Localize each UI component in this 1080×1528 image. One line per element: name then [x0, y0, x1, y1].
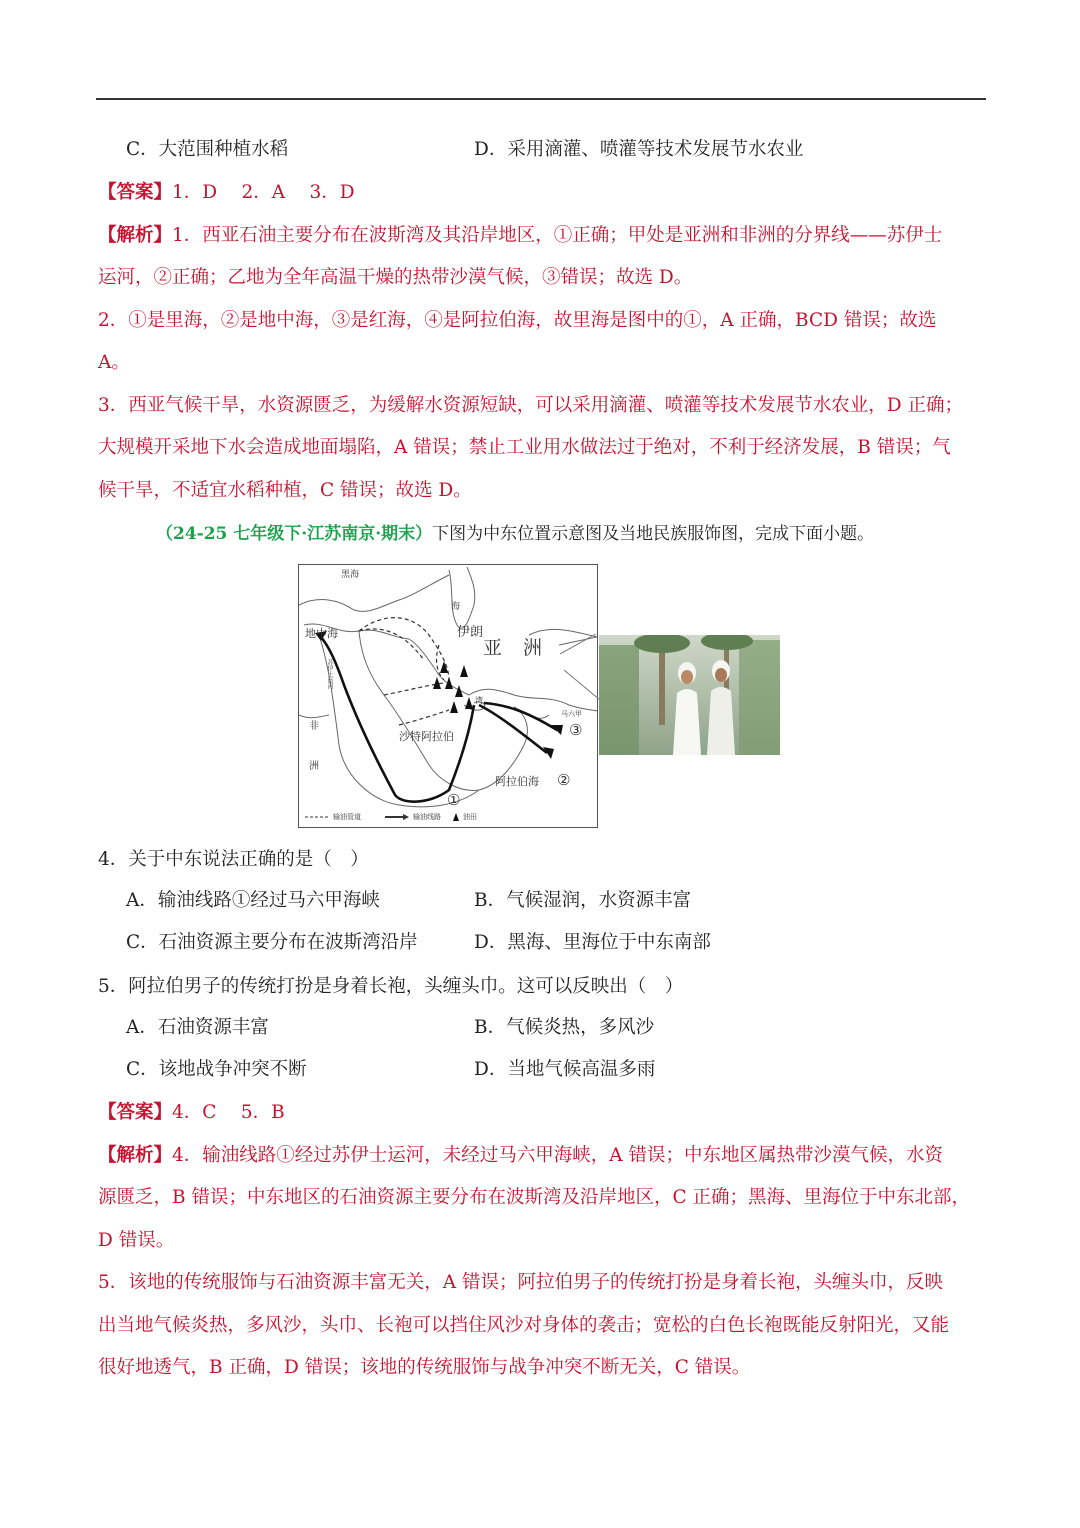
map-label-iran: 伊朗 — [457, 625, 484, 640]
q4-option-a: A．输油线路①经过马六甲海峡 — [126, 890, 380, 911]
middle-east-map — [298, 564, 598, 828]
analysis-tag: 【解析】 — [98, 1145, 173, 1166]
analysis-line: 出当地气候炎热，多风沙，头巾、长袍可以挡住风沙对身体的袭击；宽松的白色长袍既能反射阳光，又能 — [98, 1315, 950, 1336]
analysis-line: 大规模开采地下水会造成地面塌陷，A 错误；禁止工业用水做法过于绝对，不利于经济发展，B 错误；气 — [98, 437, 951, 458]
analysis-line: D 错误。 — [98, 1230, 175, 1251]
map-label-asia-2: 洲 — [523, 637, 543, 659]
q5-option-c: C．该地战争冲突不断 — [126, 1059, 307, 1080]
answer-tag: 【答案】 — [98, 182, 173, 203]
question-5-stem: 5．阿拉伯男子的传统打扮是身着长袍，头缠头巾。这可以反映出（ ） — [98, 976, 684, 997]
map-label-africa-2: 洲 — [309, 761, 319, 772]
map-label-route-3: ③ — [569, 721, 583, 739]
q5-option-b: B．气候炎热，多风沙 — [474, 1017, 655, 1038]
map-label-malacca: 马六甲 — [561, 710, 582, 718]
answer-text: 4．C 5．B — [172, 1102, 285, 1123]
answer-tag: 【答案】 — [98, 1102, 173, 1123]
answer-line-2 — [98, 1100, 984, 1126]
legend-route: 输油线路 — [413, 813, 441, 821]
analysis-line: 3．西亚气候干旱，水资源匮乏，为缓解水资源短缺，可以采用滴灌、喷灌等技术发展节水农业，D 正确； — [98, 395, 963, 416]
map-label-mediterranean: 地中海 — [305, 627, 338, 640]
map-label-suez: 苏伊士运河 — [326, 659, 333, 689]
legend-pipeline: 输油管道 — [333, 813, 361, 821]
q4-option-c: C．石油资源主要分布在波斯湾沿岸 — [126, 932, 418, 953]
traditional-dress-photo — [599, 635, 780, 755]
source-tag: （24-25 七年级下·江苏南京·期末） — [156, 524, 433, 544]
map-label-gulf: 湾 — [475, 696, 483, 705]
prev-option-d: D．采用滴灌、喷灌等技术发展节水农业 — [474, 139, 804, 160]
analysis-text: 1．西亚石油主要分布在波斯湾及其沿岸地区，①正确；甲处是亚洲和非洲的分界线——苏伊士 — [172, 225, 943, 246]
header-rule — [96, 98, 986, 100]
q5-option-a: A．石油资源丰富 — [126, 1017, 269, 1038]
analysis-line: 5．该地的传统服饰与石油资源丰富无关，A 错误；阿拉伯男子的传统打扮是身着长袍，头缠头巾，反映 — [98, 1272, 944, 1293]
map-label-arabian-sea: 阿拉伯海 — [495, 775, 539, 788]
analysis-tag: 【解析】 — [98, 225, 173, 246]
map-label-saudi: 沙特阿拉伯 — [399, 730, 454, 743]
map-label-route-2: ② — [557, 771, 571, 789]
prev-option-c: C．大范围种植水稻 — [126, 139, 289, 160]
analysis-line: 候干旱，不适宜水稻种植，C 错误；故选 D。 — [98, 480, 472, 501]
analysis-line: 运河，②正确；乙地为全年高温干燥的热带沙漠气候，③错误；故选 D。 — [98, 267, 693, 288]
analysis-line: 很好地透气，B 正确，D 错误；该地的传统服饰与战争冲突不断无关，C 错误。 — [98, 1357, 751, 1378]
answer-line-1 — [98, 180, 984, 206]
question-4-stem: 4．关于中东说法正确的是（ ） — [98, 849, 369, 870]
legend-oilfield: 油田 — [463, 813, 477, 821]
map-label-caspian: 海 — [451, 602, 461, 612]
q4-option-b: B．气候湿润，水资源丰富 — [474, 890, 692, 911]
question-intro — [156, 521, 984, 547]
map-label-africa-1: 非 — [309, 721, 319, 732]
analysis-line — [98, 223, 984, 249]
q4-option-d: D．黑海、里海位于中东南部 — [474, 932, 711, 953]
analysis-line: A。 — [98, 352, 130, 373]
map-label-asia-1: 亚 — [483, 637, 503, 659]
analysis-line: 源匮乏，B 错误；中东地区的石油资源主要分布在波斯湾及沿岸地区，C 正确；黑海、里海位于中东北部， — [98, 1187, 971, 1208]
map-drawing — [299, 565, 597, 827]
analysis-line: 2．①是里海，②是地中海，③是红海，④是阿拉伯海，故里海是图中的①，A 正确，BCD 错误；故选 — [98, 310, 937, 331]
intro-text: 下图为中东位置示意图及当地民族服饰图，完成下面小题。 — [432, 524, 875, 544]
map-label-black-sea: 黑海 — [341, 570, 360, 580]
map-label-route-1: ① — [447, 791, 461, 809]
answer-text: 1．D 2．A 3．D — [172, 182, 355, 203]
analysis-line — [98, 1143, 984, 1169]
q5-option-d: D．当地气候高温多雨 — [474, 1059, 656, 1080]
analysis-text: 4．输油线路①经过苏伊士运河，未经过马六甲海峡，A 错误；中东地区属热带沙漠气候，水资 — [172, 1145, 944, 1166]
